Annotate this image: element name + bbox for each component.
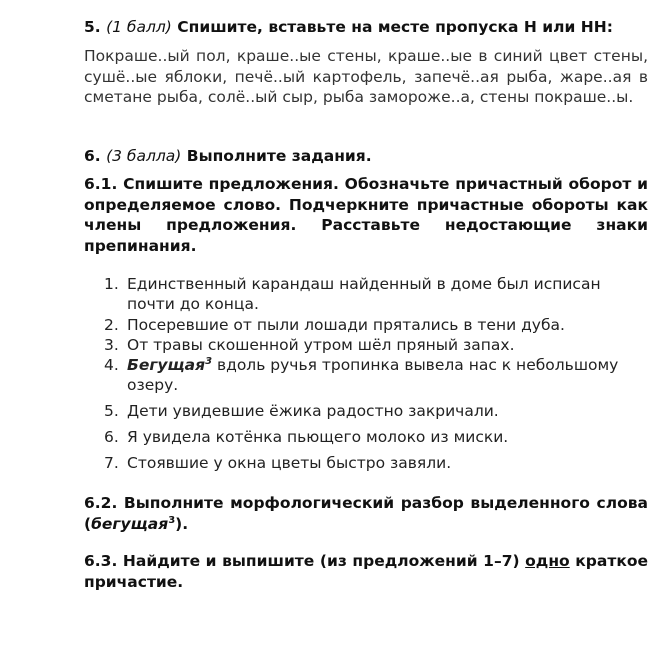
list-item xyxy=(104,453,648,473)
sentence-number: 4. xyxy=(104,356,119,374)
list-item xyxy=(104,315,648,335)
sentence-text: Посеревшие от пыли лошади прятались в тени дуба. xyxy=(127,316,565,334)
task6-1-instruction: 6.1. Спишите предложения. Обозначьте причастный оборот и определяемое слово. Подчеркните причастные обороты как члены предложения. Расставьте недостающие знаки препинания. xyxy=(84,175,648,256)
highlighted-word: бегущая xyxy=(91,514,169,533)
task5-heading xyxy=(84,17,648,38)
list-item xyxy=(104,335,648,355)
sentence-number: 2. xyxy=(104,316,119,334)
sentence-number: 3. xyxy=(104,336,119,354)
sentence-text: Дети увидевшие ёжика радостно закричали. xyxy=(127,402,499,420)
sentence-number: 6. xyxy=(104,428,119,446)
task6-heading xyxy=(84,146,648,167)
highlighted-word: Бегущая xyxy=(127,356,206,374)
task6-2-instruction xyxy=(84,493,648,534)
sentence-list xyxy=(104,274,648,473)
list-item xyxy=(104,274,648,314)
sentence-number: 5. xyxy=(104,402,119,420)
list-item xyxy=(104,427,648,447)
sentence-number: 7. xyxy=(104,454,119,472)
underlined-word: одно xyxy=(525,552,570,570)
task6-3-text-before: 6.3. Найдите и выпишите (из предложений 1–7) xyxy=(84,552,526,570)
task6-points: (3 балла) xyxy=(106,147,182,165)
task6-3-text-after: краткое причастие. xyxy=(84,552,648,591)
sentence-text: Стоявшие у окна цветы быстро завяли. xyxy=(127,454,452,472)
sentence-text: От травы скошенной утром шёл пряный запах. xyxy=(127,336,515,354)
word-mark: 3 xyxy=(168,514,176,526)
sentence-number: 1. xyxy=(104,275,119,293)
task6-number: 6. xyxy=(84,147,101,165)
task6-2-text: 6.2. Выполните морфологический разбор выделенного слова xyxy=(84,494,648,512)
task6-3-instruction xyxy=(84,551,648,592)
task5-points: (1 балл) xyxy=(106,18,172,36)
paren-close: ). xyxy=(175,514,189,533)
task5-number: 5. xyxy=(84,18,101,36)
task5-text: Покраше..ый пол, краше..ые стены, краше..ые в синий цвет стены, сушё..ые яблоки, печё..ый картофель, запечё..ая рыба, жаре..ая в сметане рыба, солё..ый сыр, рыба замороже..а, стены покраше..ы. xyxy=(84,47,648,107)
task5-title: Спишите, вставьте на месте пропуска Н или НН: xyxy=(177,18,613,36)
sentence-text: Я увидела котёнка пьющего молоко из миски. xyxy=(127,428,509,446)
sentence-text: вдоль ручья тропинка вывела нас к небольшому озеру. xyxy=(127,356,619,394)
sentence-text: Единственный карандаш найденный в доме был исписан почти до конца. xyxy=(127,275,601,313)
task6-title: Выполните задания. xyxy=(186,147,372,165)
word-mark: 3 xyxy=(205,355,213,367)
paren-open: ( xyxy=(84,514,92,533)
list-item xyxy=(104,355,648,395)
list-item xyxy=(104,401,648,421)
